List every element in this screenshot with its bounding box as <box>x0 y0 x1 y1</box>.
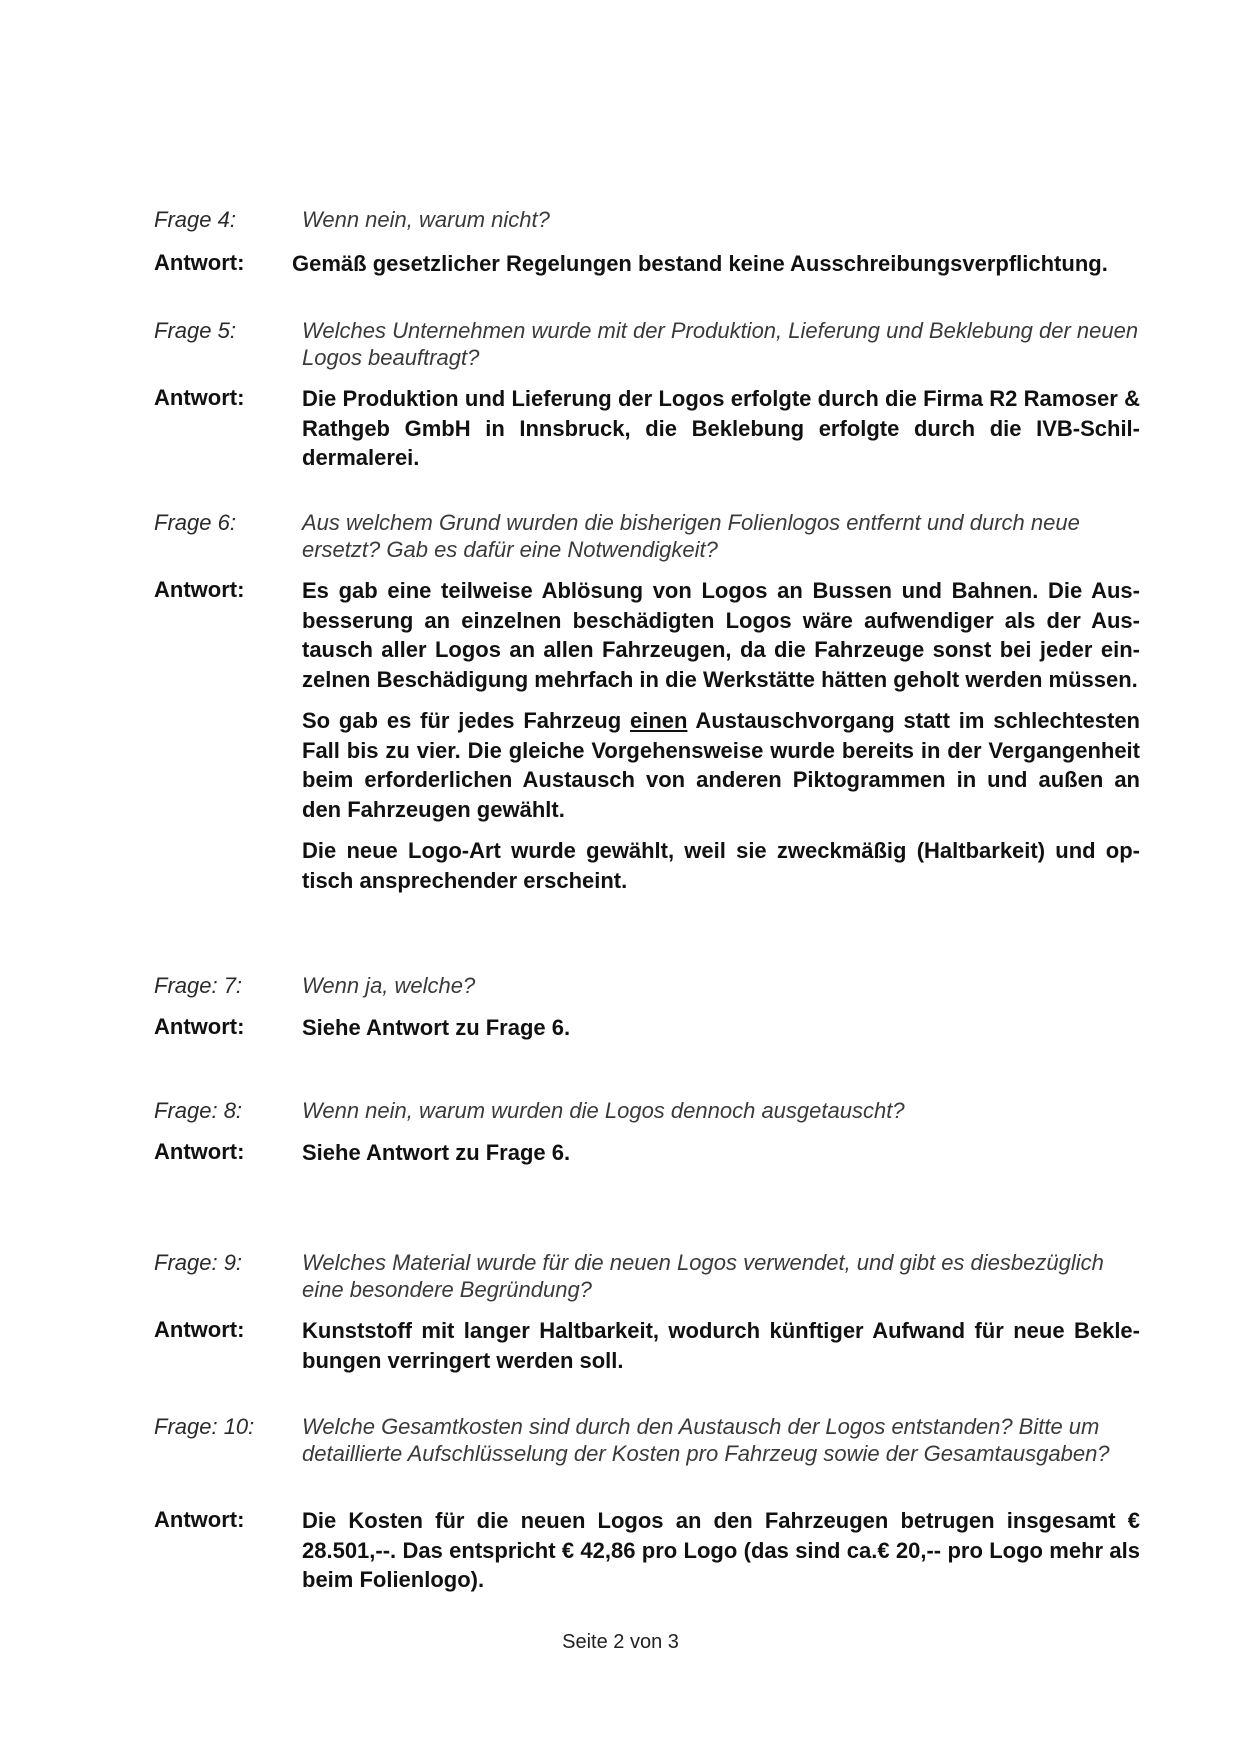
antwort-5-label: Antwort: <box>154 385 245 410</box>
frage-10-text: Welche Gesamtkosten sind durch den Austausch der Logos entstanden? Bitte um detaillierte Aufschlüsselung der Kosten pro Fahrzeug sowie der Gesamtausgaben? <box>302 1414 1110 1466</box>
antwort-6-label: Antwort: <box>154 577 245 602</box>
frage-5-label: Frage 5: <box>154 318 236 343</box>
antwort-6-p2-before: So gab es für jedes Fahrzeug <box>302 708 630 733</box>
frage-9-label: Frage: 9: <box>154 1250 243 1275</box>
antwort-10-label: Antwort: <box>154 1507 245 1532</box>
antwort-6-paragraph-3: Die neue Logo-Art wurde gewählt, weil sie zweckmäßig (Haltbarkeit) und optisch ansprechender erscheint. <box>302 838 1140 893</box>
frage-7-text: Wenn ja, welche? <box>302 973 476 998</box>
antwort-6-p2-after: Austauschvorgang statt im schlechtesten Fall bis zu vier. Die gleiche Vorgehensweise wurde bereits in der Vergangenheit beim erforderlichen Austausch von anderen Piktogrammen in und außen an den Fahrzeugen gewählt. <box>302 708 1140 822</box>
antwort-6-text <box>302 576 1140 895</box>
frage-8-text: Wenn nein, warum wurden die Logos dennoch ausgetauscht? <box>302 1098 905 1123</box>
antwort-8-label: Antwort: <box>154 1139 245 1164</box>
frage-7-label: Frage: 7: <box>154 973 243 998</box>
frage-9-text: Welches Material wurde für die neuen Logos verwendet, und gibt es diesbezüglich eine besondere Begründung? <box>302 1250 1104 1302</box>
frage-6-label: Frage 6: <box>154 510 236 535</box>
antwort-4-text: Gemäß gesetzlicher Regelungen bestand keine Ausschreibungsverpflichtung. <box>292 251 1108 276</box>
page-footer: Seite 2 von 3 <box>562 1631 679 1653</box>
antwort-5-text <box>302 384 1140 473</box>
frage-6-text: Aus welchem Grund wurden die bisherigen Folienlogos entfernt und durch neue ersetzt? Gab es dafür eine Notwendigkeit? <box>302 510 1080 562</box>
frage-5-text: Welches Unternehmen wurde mit der Produktion, Lieferung und Beklebung der neuen Logos beauftragt? <box>302 318 1139 370</box>
antwort-8-text: Siehe Antwort zu Frage 6. <box>302 1140 571 1165</box>
antwort-10-paragraph: Die Kosten für die neuen Logos an den Fahrzeugen betrugen insgesamt € 28.501,--. Das entspricht € 42,86 pro Logo (das sind ca.€ 20,-- pro Logo mehr als beim Folienlogo). <box>302 1508 1140 1592</box>
antwort-6-p2-underlined: einen <box>629 708 688 733</box>
antwort-10-text <box>302 1506 1140 1595</box>
frage-4-label: Frage 4: <box>154 207 236 232</box>
antwort-6-paragraph-1: Es gab eine teilweise Ablösung von Logos an Bussen und Bahnen. Die Ausbesserung an einzelnen beschädigten Logos wäre aufwendiger als der Austausch aller Logos an allen Fahrzeugen, da die Fahrzeuge sonst bei jeder einzelnen Beschädigung mehrfach in die Werkstätte hätten geholt werden müssen. <box>302 578 1140 692</box>
frage-4-text: Wenn nein, warum nicht? <box>302 207 550 232</box>
antwort-9-paragraph: Kunststoff mit langer Haltbarkeit, wodurch künftiger Aufwand für neue Beklebungen verringert werden soll. <box>302 1318 1140 1373</box>
antwort-6-paragraph-2 <box>302 706 1140 824</box>
antwort-5-paragraph: Die Produktion und Lieferung der Logos erfolgte durch die Firma R2 Ramoser & Rathgeb GmbH in Innsbruck, die Beklebung erfolgte durch die IVB-Schildermalerei. <box>302 386 1140 470</box>
antwort-7-text: Siehe Antwort zu Frage 6. <box>302 1015 571 1040</box>
antwort-9-label: Antwort: <box>154 1317 245 1342</box>
frage-8-label: Frage: 8: <box>154 1098 243 1123</box>
antwort-4-label: Antwort: <box>154 250 245 275</box>
antwort-7-label: Antwort: <box>154 1014 245 1039</box>
frage-10-label: Frage: 10: <box>154 1414 255 1439</box>
antwort-9-text <box>302 1316 1140 1375</box>
